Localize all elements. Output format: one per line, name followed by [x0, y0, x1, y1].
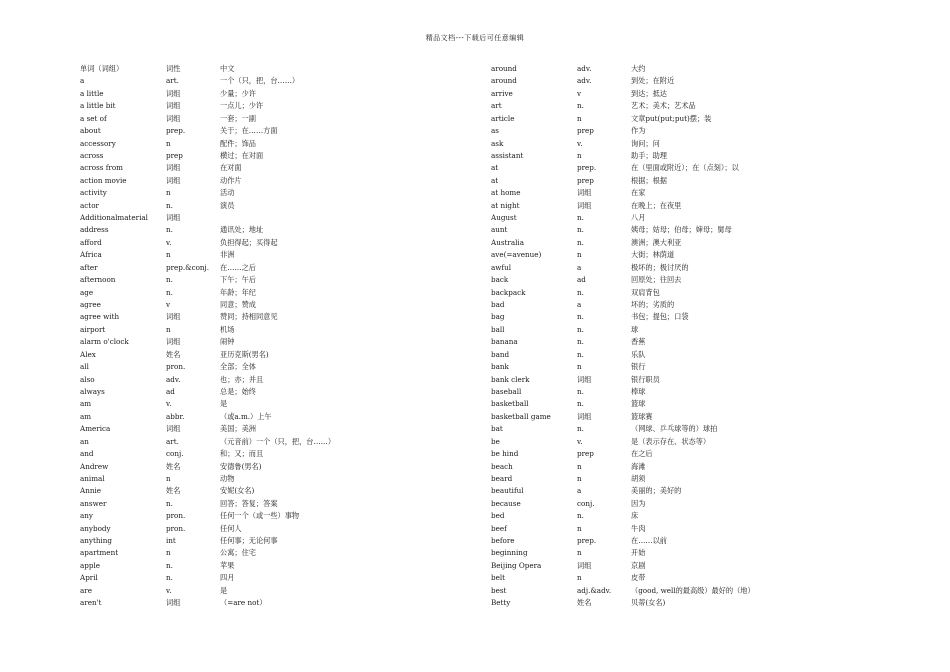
vocab-pos: 词组 — [166, 113, 181, 123]
vocab-pos: a — [577, 300, 582, 310]
vocab-word: because — [491, 498, 521, 508]
vocab-word: answer — [80, 498, 107, 508]
vocab-pos: prep.&conj. — [166, 262, 210, 272]
vocab-meaning: 大约 — [631, 64, 646, 73]
vocab-meaning: 机场 — [220, 324, 235, 334]
vocab-pos: n — [166, 138, 171, 148]
vocab-meaning: 回原处；往回去 — [631, 275, 682, 285]
vocab-word: bag — [491, 312, 505, 322]
vocab-meaning: 安德鲁(男名) — [220, 461, 262, 471]
vocab-word: after — [80, 262, 98, 272]
vocab-pos: 词组 — [166, 101, 181, 111]
vocab-meaning: 贝蒂(女名) — [631, 598, 666, 608]
vocab-pos: n. — [577, 386, 584, 396]
vocab-meaning: 是 — [220, 399, 228, 409]
vocab-pos: n — [166, 188, 171, 198]
vocab-word: are — [80, 585, 92, 595]
vocab-meaning: 询问；问 — [631, 138, 660, 148]
vocab-meaning: 一点儿；少许 — [220, 101, 264, 111]
vocab-pos: conj. — [166, 449, 184, 459]
vocab-word: an — [80, 436, 89, 446]
vocab-meaning: 海滩 — [631, 461, 646, 471]
vocab-pos: 词组 — [166, 598, 181, 608]
vocab-pos: n. — [577, 349, 584, 359]
vocab-pos: n — [166, 250, 171, 260]
vocab-pos: 姓名 — [166, 461, 181, 471]
vocab-word: and — [80, 449, 94, 459]
vocab-pos: 词组 — [166, 337, 181, 347]
vocab-pos: v — [166, 300, 171, 310]
vocab-word: at — [491, 163, 499, 173]
vocab-word: around — [491, 64, 517, 73]
vocab-pos: v. — [166, 399, 172, 409]
vocab-pos: 词组 — [166, 213, 181, 223]
vocab-pos: 词组 — [166, 424, 181, 434]
vocab-pos: n. — [166, 225, 173, 235]
vocab-meaning: 到处；在附近 — [631, 76, 675, 86]
vocab-meaning: 澳洲；澳大利亚 — [631, 237, 682, 247]
vocab-pos: adv. — [577, 64, 592, 73]
vocab-meaning: 在家 — [631, 188, 646, 198]
vocab-pos: n — [577, 573, 582, 583]
vocab-word: at — [491, 175, 499, 185]
vocab-word: apple — [80, 560, 101, 570]
vocab-pos: n — [577, 473, 582, 483]
vocab-pos: prep — [577, 175, 594, 185]
vocab-pos: abbr. — [166, 411, 185, 421]
vocab-meaning: 姨母；姑母；伯母；婶母；舅母 — [631, 225, 732, 235]
vocab-meaning: 动作片 — [220, 175, 242, 185]
vocab-word: be hind — [491, 449, 519, 459]
vocab-word: Beijing Opera — [491, 560, 542, 570]
vocab-word: Annie — [80, 486, 102, 496]
vocab-pos: n. — [577, 399, 584, 409]
vocab-word: anybody — [80, 523, 111, 533]
vocab-word: awful — [491, 262, 512, 272]
vocab-word: banana — [491, 337, 518, 347]
vocab-meaning: 苹果 — [220, 560, 235, 570]
vocab-word: Alex — [80, 349, 96, 359]
vocab-pos: n — [577, 548, 582, 558]
vocab-pos: n — [577, 113, 582, 123]
vocab-word: baseball — [491, 386, 522, 396]
vocab-meaning: 中文 — [220, 64, 235, 73]
vocab-pos: n. — [577, 337, 584, 347]
vocab-word: ask — [491, 138, 504, 148]
vocab-word: Africa — [80, 250, 102, 260]
vocab-pos: prep — [166, 150, 183, 160]
vocab-pos: 词组 — [577, 188, 592, 198]
vocab-word: band — [491, 349, 510, 359]
vocab-pos: 词组 — [577, 374, 592, 384]
vocab-word: bank clerk — [491, 374, 530, 384]
vocab-meaning: 胡须 — [631, 473, 646, 483]
vocab-pos: art. — [166, 76, 179, 86]
vocab-pos: prep — [577, 126, 594, 136]
vocab-pos: a — [577, 262, 582, 272]
vocab-meaning: 在晚上；在夜里 — [631, 200, 682, 210]
vocab-pos: n. — [166, 287, 173, 297]
vocab-word: ave(=avenue) — [491, 250, 542, 260]
vocab-pos: ad — [166, 386, 175, 396]
vocab-pos: n — [577, 150, 582, 160]
vocab-pos: 词组 — [166, 163, 181, 173]
vocab-word: all — [80, 362, 89, 372]
vocab-word: bed — [491, 511, 505, 521]
vocab-meaning: 关于；在……方面 — [220, 126, 278, 136]
vocab-word: a set of — [80, 113, 107, 123]
vocab-pos: v. — [166, 237, 172, 247]
vocab-meaning: 美国；美洲 — [220, 424, 256, 434]
vocab-word: ball — [491, 324, 505, 334]
vocab-meaning: 少量；少许 — [220, 88, 256, 98]
vocab-word: always — [80, 386, 105, 396]
vocab-pos: prep. — [166, 126, 186, 136]
vocab-meaning: 极坏的；极讨厌的 — [631, 262, 689, 272]
vocab-pos: n. — [577, 511, 584, 521]
vocab-pos: n — [166, 324, 171, 334]
vocab-word: aren't — [80, 598, 102, 608]
vocab-word: Betty — [491, 598, 511, 608]
vocab-meaning: 京剧 — [631, 560, 646, 570]
vocab-pos: n — [166, 548, 171, 558]
vocab-word: 单词（词组） — [80, 64, 124, 73]
vocab-word: beard — [491, 473, 513, 483]
vocab-meaning: 演员 — [220, 200, 235, 210]
vocab-word: address — [80, 225, 109, 235]
vocab-meaning: 任何一个（或一些）事物 — [220, 511, 300, 521]
vocab-pos: n — [577, 523, 582, 533]
vocab-word: am — [80, 411, 92, 421]
vocab-meaning: 篮球赛 — [631, 411, 653, 421]
vocab-meaning: 书包；提包；口袋 — [631, 312, 689, 322]
vocab-meaning: 银行 — [631, 362, 646, 372]
vocab-pos: n. — [166, 573, 173, 583]
vocab-meaning: 作为 — [631, 126, 646, 136]
vocab-word: basketball — [491, 399, 529, 409]
vocab-pos: int — [166, 536, 176, 546]
vocab-word: aunt — [491, 225, 508, 235]
vocab-meaning: 年龄；年纪 — [220, 287, 256, 297]
vocab-meaning: 在之后 — [631, 449, 653, 459]
vocab-word: bad — [491, 300, 505, 310]
vocab-pos: 姓名 — [166, 349, 181, 359]
vocab-pos: n. — [577, 424, 584, 434]
vocab-meaning: 大街；林荫道 — [631, 250, 675, 260]
vocab-meaning: 棒球 — [631, 386, 646, 396]
vocab-word: activity — [80, 188, 107, 198]
vocab-meaning: （=are not） — [220, 598, 267, 608]
vocab-meaning: 非洲 — [220, 250, 235, 260]
vocab-word: bat — [491, 424, 503, 434]
vocab-pos: 词组 — [577, 560, 592, 570]
vocab-word: also — [80, 374, 95, 384]
vocab-word: back — [491, 275, 509, 285]
vocab-meaning: （或a.m.）上午 — [220, 411, 272, 421]
vocab-word: actor — [80, 200, 99, 210]
vocab-meaning: 银行职员 — [631, 374, 660, 384]
vocab-word: Andrew — [80, 461, 109, 471]
page-header: 精品文档---下载后可任意编辑 — [425, 34, 525, 42]
vocab-word: beef — [491, 523, 507, 533]
vocab-word: beginning — [491, 548, 528, 558]
vocab-meaning: 动物 — [220, 473, 235, 483]
vocab-word: accessory — [80, 138, 116, 148]
vocab-meaning: 文章put(put;put)摆；装 — [631, 113, 712, 123]
vocab-meaning: 全部；全体 — [220, 362, 256, 372]
vocab-pos: v — [577, 88, 582, 98]
vocab-word: a — [80, 76, 85, 86]
vocab-word: airport — [80, 324, 106, 334]
vocab-word: at night — [491, 200, 520, 210]
vocab-pos: v. — [577, 138, 583, 148]
vocab-pos: n. — [577, 287, 584, 297]
vocab-pos: n — [577, 362, 582, 372]
vocab-word: backpack — [491, 287, 526, 297]
vocab-meaning: 闹钟 — [220, 337, 235, 347]
vocab-meaning: 同意；赞成 — [220, 300, 256, 310]
vocab-pos: 词组 — [577, 200, 592, 210]
vocab-pos: prep. — [577, 163, 597, 173]
vocab-word: basketball game — [491, 411, 551, 421]
vocab-meaning: 皮带 — [631, 573, 646, 583]
vocab-meaning: 开始 — [631, 548, 646, 558]
vocab-meaning: 根据；根据 — [631, 175, 667, 185]
vocab-meaning: 床 — [631, 511, 639, 521]
vocab-meaning: 双肩背包 — [631, 287, 660, 297]
vocab-word: agree with — [80, 312, 120, 322]
vocab-pos: a — [577, 486, 582, 496]
vocab-pos: n. — [577, 101, 584, 111]
vocab-pos: 词组 — [166, 175, 181, 185]
vocab-meaning: 一个（只，把，台……） — [220, 76, 300, 86]
vocab-pos: art. — [166, 436, 179, 446]
vocab-pos: adv. — [577, 76, 592, 86]
vocab-pos: 词组 — [577, 411, 592, 421]
vocab-meaning: 安妮(女名) — [220, 486, 255, 496]
vocab-meaning: 八月 — [631, 213, 646, 223]
vocab-meaning: 任何事；无论何事 — [220, 536, 278, 546]
vocab-meaning: 回答；答复；答案 — [220, 498, 278, 508]
vocab-word: Additionalmaterial — [80, 213, 148, 223]
vocab-meaning: 坏的；劣质的 — [631, 300, 675, 310]
vocab-word: arrive — [491, 88, 513, 98]
vocab-word: a little — [80, 88, 104, 98]
vocab-meaning: 艺术；美术；艺术品 — [631, 101, 696, 111]
vocab-meaning: 到达；抵达 — [631, 88, 667, 98]
vocab-pos: 词性 — [166, 64, 181, 73]
vocab-meaning: 助手；助理 — [631, 150, 667, 160]
vocab-meaning: 总是；始终 — [220, 386, 256, 396]
vocab-meaning: 牛肉 — [631, 523, 646, 533]
vocab-meaning: 通讯处；地址 — [220, 225, 264, 235]
vocab-pos: n. — [166, 275, 173, 285]
vocab-pos: n — [577, 461, 582, 471]
vocab-meaning: 球 — [631, 324, 639, 334]
vocab-word: afternoon — [80, 275, 116, 285]
vocab-pos: n. — [577, 237, 584, 247]
vocab-word: about — [80, 126, 101, 136]
vocab-pos: n. — [166, 498, 173, 508]
vocab-word: any — [80, 511, 93, 521]
vocab-meaning: 公寓；住宅 — [220, 548, 256, 558]
vocab-meaning: 活动 — [220, 188, 235, 198]
vocab-pos: 姓名 — [166, 486, 181, 496]
vocab-word: August — [491, 213, 517, 223]
vocab-meaning: 在……之后 — [220, 262, 256, 272]
vocab-pos: n. — [577, 324, 584, 334]
vocab-word: bank — [491, 362, 509, 372]
vocab-pos: 词组 — [166, 312, 181, 322]
vocab-word: across from — [80, 163, 123, 173]
vocab-pos: v. — [577, 436, 583, 446]
vocab-word: be — [491, 436, 500, 446]
vocab-pos: n — [577, 250, 582, 260]
vocab-word: am — [80, 399, 92, 409]
vocab-pos: n. — [166, 200, 173, 210]
vocab-meaning: 是 — [220, 585, 228, 595]
vocab-pos: n. — [577, 225, 584, 235]
vocab-word: assistant — [491, 150, 524, 160]
vocab-word: afford — [80, 237, 102, 247]
vocab-pos: adv. — [166, 374, 181, 384]
vocab-meaning: 乐队 — [631, 349, 646, 359]
vocab-pos: prep. — [577, 536, 597, 546]
vocab-pos: 姓名 — [577, 598, 592, 608]
vocab-word: April — [80, 573, 98, 583]
vocab-word: before — [491, 536, 515, 546]
vocab-word: around — [491, 76, 517, 86]
vocab-pos: pron. — [166, 523, 186, 533]
vocab-meaning: 是（表示存在、状态等） — [631, 436, 711, 446]
vocab-meaning: 赞同；持相同意见 — [220, 312, 278, 322]
vocab-pos: n. — [577, 312, 584, 322]
vocab-word: age — [80, 287, 94, 297]
vocab-meaning: （元音前）一个（只，把，台……） — [220, 436, 336, 446]
vocab-pos: v. — [166, 585, 172, 595]
vocab-meaning: 在……以前 — [631, 536, 667, 546]
vocab-pos: pron. — [166, 511, 186, 521]
vocab-pos: n. — [577, 213, 584, 223]
vocab-meaning: 美丽的；美好的 — [631, 486, 682, 496]
vocab-word: art — [491, 101, 502, 111]
vocab-meaning: 配件；饰品 — [220, 138, 256, 148]
vocab-meaning: 在对面 — [220, 163, 242, 173]
vocab-meaning: 在（里面或附近）；在（点刻）；以 — [631, 163, 739, 173]
vocab-word: alarm o'clock — [80, 337, 129, 347]
vocab-pos: prep — [577, 449, 594, 459]
vocab-word: apartment — [80, 548, 119, 558]
vocab-meaning: 四月 — [220, 573, 235, 583]
vocab-word: as — [491, 126, 499, 136]
vocab-word: beautiful — [491, 486, 524, 496]
vocab-meaning: 横过；在对面 — [220, 150, 264, 160]
vocab-meaning: 一套；一副 — [220, 113, 256, 123]
vocab-meaning: 任何人 — [220, 523, 242, 533]
vocab-word: animal — [80, 473, 105, 483]
vocab-meaning: 和；又；而且 — [220, 449, 264, 459]
vocab-word: agree — [80, 300, 101, 310]
vocab-word: action movie — [80, 175, 127, 185]
vocab-word: article — [491, 113, 515, 123]
vocab-word: a little bit — [80, 101, 116, 111]
vocab-meaning: 亚历克斯(男名) — [220, 349, 269, 359]
vocab-pos: 词组 — [166, 88, 181, 98]
vocab-word: anything — [80, 536, 113, 546]
vocab-word: belt — [491, 573, 506, 583]
vocab-word: America — [80, 424, 111, 434]
vocab-word: across — [80, 150, 104, 160]
vocab-meaning: 也；亦；并且 — [220, 374, 264, 384]
vocab-meaning: 负担得起；买得起 — [220, 237, 278, 247]
vocab-meaning: （网球、乒乓球等的）球拍 — [631, 424, 718, 434]
vocab-meaning: 篮球 — [631, 399, 646, 409]
vocab-word: best — [491, 585, 507, 595]
vocab-pos: n. — [166, 560, 173, 570]
vocab-meaning: 下午；午后 — [220, 275, 256, 285]
vocab-meaning: （good, well的最高级）最好的（地） — [631, 585, 755, 595]
vocab-meaning: 因为 — [631, 498, 646, 508]
vocab-pos: conj. — [577, 498, 595, 508]
vocab-pos: pron. — [166, 362, 186, 372]
vocab-pos: ad — [577, 275, 586, 285]
vocab-pos: n — [166, 473, 171, 483]
vocab-meaning: 香蕉 — [631, 337, 646, 347]
vocab-word: Australia — [491, 237, 525, 247]
vocab-word: beach — [491, 461, 513, 471]
vocab-pos: adj.&adv. — [577, 585, 612, 595]
vocab-word: at home — [491, 188, 521, 198]
